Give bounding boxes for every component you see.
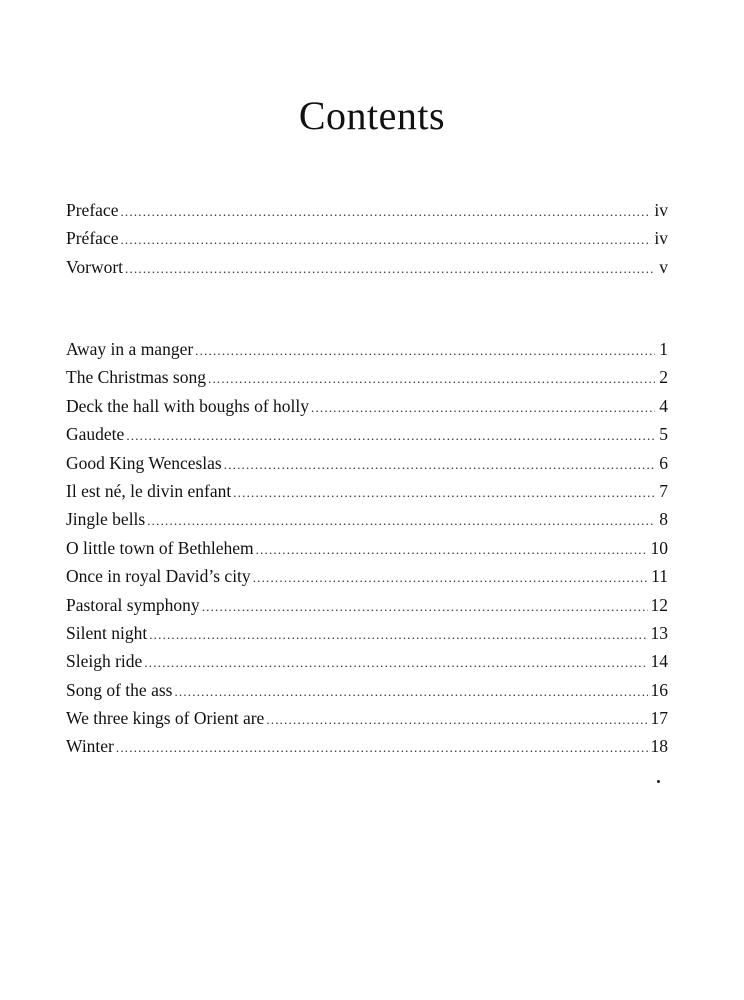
toc-entry-page: 1 xyxy=(659,339,668,359)
toc-entry-page: 10 xyxy=(650,537,668,558)
toc-entry xyxy=(66,253,668,281)
page-title: Contents xyxy=(298,93,446,138)
dot-leader xyxy=(256,536,648,564)
toc-entry-title: Jingle bells xyxy=(66,509,146,530)
toc-entry-page: 6 xyxy=(659,452,668,473)
toc-entry xyxy=(66,505,668,533)
toc-entry-page: 5 xyxy=(659,424,668,445)
songs-list xyxy=(66,335,668,761)
dot-leader xyxy=(202,593,648,621)
toc-entry-title: Vorwort xyxy=(66,256,124,277)
dot-leader xyxy=(149,621,647,649)
toc-entry xyxy=(66,619,668,647)
dot-leader xyxy=(208,365,655,393)
dot-leader xyxy=(120,198,651,226)
toc-entry-title: Good King Wenceslas xyxy=(66,452,222,473)
toc-entry xyxy=(66,335,668,363)
toc-entry-page: 8 xyxy=(659,509,668,530)
toc-entry xyxy=(66,704,668,732)
dot-leader xyxy=(116,734,648,762)
toc-entry-page: 18 xyxy=(650,736,668,757)
front-matter-list xyxy=(66,196,668,281)
toc-entry-title: Il est né, le divin enfant xyxy=(66,480,232,501)
toc-entry-page: 17 xyxy=(650,708,668,729)
toc-entry-title: O little town of Bethlehem xyxy=(66,537,254,558)
toc-entry-title: Sleigh ride xyxy=(66,651,143,672)
dot-leader xyxy=(224,451,655,479)
dot-leader xyxy=(253,564,648,592)
toc-entry-page: 11 xyxy=(651,566,668,587)
toc-entry-title: Préface xyxy=(66,228,119,249)
toc-entry-page: iv xyxy=(654,228,668,249)
toc-entry-page: 14 xyxy=(650,651,668,672)
toc-entry-title: Winter xyxy=(66,736,114,757)
toc-entry xyxy=(66,732,668,760)
toc-entry-title: Gaudete xyxy=(66,424,125,445)
toc-entry xyxy=(66,420,668,448)
toc-entry xyxy=(66,392,668,420)
toc-entry xyxy=(66,477,668,505)
toc-entry-page: 2 xyxy=(659,367,668,388)
toc-entry-page: 4 xyxy=(659,395,668,416)
toc-entry xyxy=(66,591,668,619)
dot-leader xyxy=(174,678,647,706)
dot-leader xyxy=(125,255,655,283)
dot-leader xyxy=(147,507,655,535)
toc-entry-page: 16 xyxy=(650,679,668,700)
toc-entry xyxy=(66,196,668,224)
toc-entry-title: Deck the hall with boughs of holly xyxy=(66,395,310,416)
toc-entry-title: Silent night xyxy=(66,622,148,643)
dot-leader xyxy=(233,479,655,507)
toc-entry-page: v xyxy=(659,256,668,277)
toc-entry-page: 7 xyxy=(659,480,668,501)
toc-entry xyxy=(66,449,668,477)
toc-entry-title: Once in royal David’s city xyxy=(66,566,251,587)
toc-entry xyxy=(66,647,668,675)
toc-entry-title: We three kings of Orient are xyxy=(66,708,265,729)
stray-mark xyxy=(657,780,660,783)
toc-entry-title: The Christmas song xyxy=(66,367,206,388)
toc-entry xyxy=(66,562,668,590)
dot-leader xyxy=(266,706,647,734)
dot-leader xyxy=(195,337,655,365)
toc-entry-title: Song of the ass xyxy=(66,679,173,700)
toc-entry-page: iv xyxy=(654,200,668,220)
toc-entry-page: 13 xyxy=(650,622,668,643)
toc-entry xyxy=(66,224,668,252)
dot-leader xyxy=(120,226,651,254)
toc-entry xyxy=(66,363,668,391)
dot-leader xyxy=(126,422,655,450)
dot-leader xyxy=(311,394,655,422)
toc-entry-title: Away in a manger xyxy=(66,339,194,359)
toc-entry-title: Pastoral symphony xyxy=(66,594,200,615)
toc-entry-page: 12 xyxy=(650,594,668,615)
toc-entry-title: Preface xyxy=(66,200,119,220)
toc-entry xyxy=(66,676,668,704)
dot-leader xyxy=(144,649,647,677)
toc-entry xyxy=(66,534,668,562)
